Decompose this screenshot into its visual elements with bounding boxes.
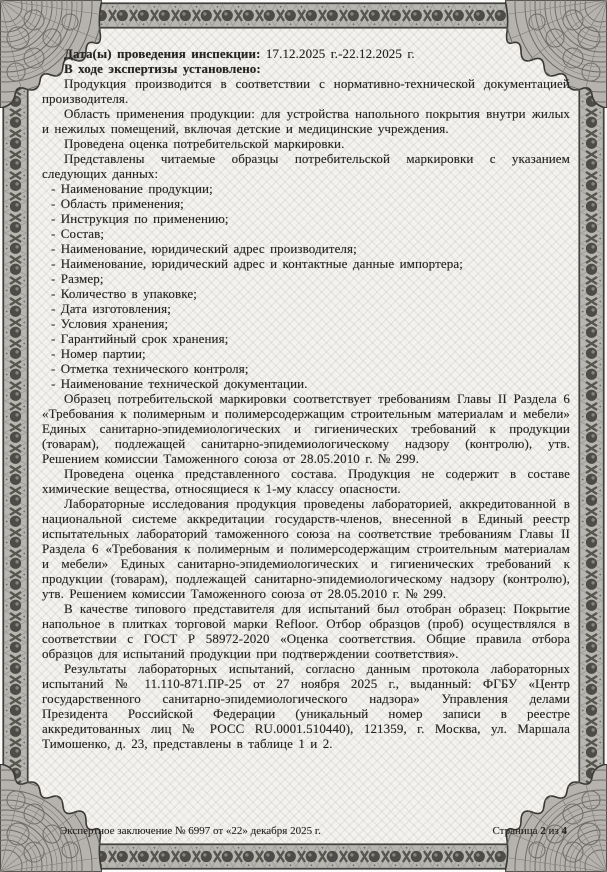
footer-page-indicator <box>492 824 567 838</box>
marking-list-item: - Номер партии; <box>51 346 146 361</box>
footer-page-total: 4 <box>561 825 567 837</box>
paragraph: Представлены читаемые образцы потребительской маркировки с указанием следующих данных: <box>42 151 570 181</box>
paragraph: Образец потребительской маркировки соответствует требованиям Главы II Раздела 6 «Требования к полимерным и полимерсодержащим строительным материалам и мебели» Единых санитарно-эпидемиологических и гигиенических требований к продукции (товарам), подлежащей санитарно-эпидемиологическому надзору (контролю), утв. Решением комиссии Таможенного союза от 28.05.2010 г. № 299. <box>42 391 570 466</box>
paragraph: Область применения продукции: для устройства напольного покрытия внутри жилых и нежилых помещений, включая детские и медицинские учреждения. <box>42 106 570 136</box>
inspection-dates-line <box>42 46 570 61</box>
footer-of-label: из <box>548 825 559 837</box>
inspection-dates-value: 17.12.2025 г.-22.12.2025 г. <box>265 46 415 61</box>
marking-list-item: - Область применения; <box>51 196 184 211</box>
footer-page-label: Страница <box>492 825 538 837</box>
paragraph: В качестве типового представителя для испытаний был отобран образец: Покрытие напольное в плитках торговой марки Refloor. Отбор образцов (проб) осуществлялся в соответствии с ГОСТ Р 58972-2020 «Оценка соответствия. Общие правила отбора образцов для испытаний продукции при подтверждении соответствия». <box>42 601 570 661</box>
marking-list-item: - Условия хранения; <box>51 316 169 331</box>
footer-page-number: 2 <box>540 825 546 837</box>
marking-list-item: - Дата изготовления; <box>51 301 171 316</box>
paragraph: Проведена оценка представленного состава. Продукция не содержит в составе химические вещества, относящиеся к 1-му классу опасности. <box>42 466 570 496</box>
corner-ornament-bottom-right <box>505 764 607 872</box>
marking-list-item: - Наименование продукции; <box>51 181 213 196</box>
marking-list-item: - Размер; <box>51 271 104 286</box>
paragraph: Продукция производится в соответствии с нормативно-технической документацией производителя. <box>42 76 570 106</box>
page-footer <box>60 824 567 838</box>
marking-list-item: - Наименование, юридический адрес производителя; <box>51 241 357 256</box>
border-pattern-right <box>578 2 605 870</box>
corner-ornament-bottom-left <box>0 764 102 872</box>
marking-list-item: - Наименование технической документации. <box>51 376 308 391</box>
document-body <box>42 46 570 751</box>
border-pattern-left <box>2 2 29 870</box>
marking-list-item: - Гарантийный срок хранения; <box>51 331 229 346</box>
inspection-dates-label: Дата(ы) проведения инспекции: <box>64 46 261 61</box>
marking-list-item: - Инструкция по применению; <box>51 211 229 226</box>
marking-list-item: - Состав; <box>51 226 105 241</box>
footer-document-ref: Экспертное заключение № 6997 от «22» декабря 2025 г. <box>60 825 321 837</box>
paragraph: Результаты лабораторных испытаний, согласно данным протокола лабораторных испытаний № 11.110-871.ПР-25 от 27 ноября 2025 г., выданный: ФГБУ «Центр государственного санитарно-эпидемиологического надзора» Управления делами Президента Российской Федерации (уникальный номер записи в реестре аккредитованных лиц № РОСС RU.0001.510440), 121359, г. Москва, ул. Маршала Тимошенко, д. 23, представлены в таблице 1 и 2. <box>42 661 570 751</box>
established-heading: В ходе экспертизы установлено: <box>64 61 261 76</box>
paragraph: Проведена оценка потребительской маркировки. <box>64 136 345 151</box>
paragraph: Лабораторные исследования продукция проведены лабораторией, аккредитованной в национальной системе аккредитации государств-членов, внесенной в Единый реестр испытательных лабораторий таможенного союза на соответствие требованиям Главы II Раздела 6 «Требования к полимерным и полимерсодержащим строительным материалам и мебели» Единых санитарно-эпидемиологических и гигиенических требований к продукции (товарам), подлежащей санитарно-эпидемиологическому надзору (контролю), утв. Решением комиссии Таможенного союза от 28.05.2010 г. № 299. <box>42 496 570 601</box>
marking-list-item: - Отметка технического контроля; <box>51 361 249 376</box>
marking-list-item: - Наименование, юридический адрес и контактные данные импортера; <box>51 256 463 271</box>
marking-list-item: - Количество в упаковке; <box>51 286 197 301</box>
